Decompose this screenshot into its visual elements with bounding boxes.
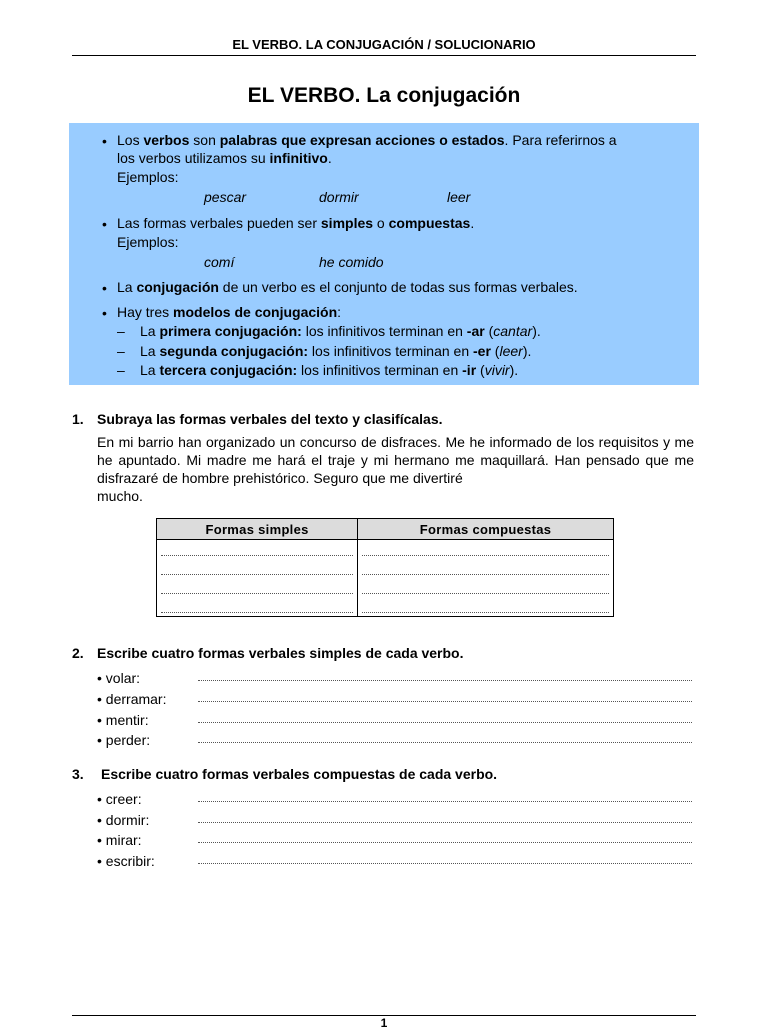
table-row xyxy=(157,559,614,578)
answer-line[interactable] xyxy=(198,701,692,702)
answer-line[interactable] xyxy=(198,822,692,823)
dash-glyph: – xyxy=(117,323,125,339)
conjugation-model-first: La primera conjugación: los infinitivos terminan en -ar (cantar). xyxy=(140,323,541,339)
example-word: dormir xyxy=(319,189,359,205)
page-number: 1 xyxy=(380,1016,388,1030)
dash-glyph: – xyxy=(117,362,125,378)
bullet-glyph: • xyxy=(102,305,107,321)
answer-cell[interactable] xyxy=(157,559,358,578)
conjugation-model-third: La tercera conjugación: los infinitivos terminan en -ir (vivir). xyxy=(140,362,519,378)
verb-item: • dormir: xyxy=(97,812,150,828)
answer-line[interactable] xyxy=(198,680,692,681)
theory-box xyxy=(69,123,699,385)
theory-line-formas: Las formas verbales pueden ser simples o compuestas. xyxy=(117,215,475,231)
page-title: EL VERBO. La conjugación xyxy=(247,84,521,107)
theory-line-verbos: Los verbos son palabras que expresan acciones o estados. Para referirnos a xyxy=(117,132,617,148)
verb-item: • escribir: xyxy=(97,853,155,869)
answer-line[interactable] xyxy=(198,863,692,864)
running-header: EL VERBO. LA CONJUGACIÓN / SOLUCIONARIO xyxy=(232,37,536,52)
table-row xyxy=(157,597,614,617)
theory-line-infinitivo: los verbos utilizamos su infinitivo. xyxy=(117,150,332,166)
header-rule xyxy=(72,55,696,56)
answer-line[interactable] xyxy=(198,801,692,802)
table-row xyxy=(157,540,614,560)
verb-item: • derramar: xyxy=(97,691,167,707)
answer-cell[interactable] xyxy=(157,597,358,617)
theory-line-conjugacion: La conjugación de un verbo es el conjunto de todas sus formas verbales. xyxy=(117,279,578,295)
answer-cell[interactable] xyxy=(157,578,358,597)
answer-cell[interactable] xyxy=(358,540,614,560)
exercise-3-heading: 3. Escribe cuatro formas verbales compuestas de cada verbo. xyxy=(72,766,498,782)
ejemplos-label: Ejemplos: xyxy=(117,169,179,185)
example-word: leer xyxy=(447,189,471,205)
verb-item: • volar: xyxy=(97,670,141,686)
bullet-glyph: • xyxy=(102,216,107,232)
example-word: he comido xyxy=(319,254,384,270)
answer-cell[interactable] xyxy=(358,578,614,597)
example-word: pescar xyxy=(204,189,247,205)
table-header-compound: Formas compuestas xyxy=(358,519,614,540)
verb-item: • creer: xyxy=(97,791,142,807)
bullet-glyph: • xyxy=(102,280,107,296)
theory-line-modelos: Hay tres modelos de conjugación: xyxy=(117,304,342,320)
verb-item: • mirar: xyxy=(97,832,142,848)
verb-item: • perder: xyxy=(97,732,151,748)
table-header-simple: Formas simples xyxy=(157,519,358,540)
exercise-1-text: En mi barrio han organizado un concurso de disfraces. Me he informado de los requisitos y me he apuntado. Mi madre me hará el traje y mi hermano me maquillará. Han pensado que me disfrazaré de hombre prehistórico. Seguro que me divertiré mucho. xyxy=(97,434,694,504)
answer-line[interactable] xyxy=(198,742,692,743)
answer-line[interactable] xyxy=(198,722,692,723)
example-word: comí xyxy=(204,254,235,270)
exercise-1-heading: 1. Subraya las formas verbales del texto y clasifícalas. xyxy=(72,411,443,427)
bullet-glyph: • xyxy=(102,133,107,149)
answer-line[interactable] xyxy=(198,842,692,843)
ejemplos-label: Ejemplos: xyxy=(117,234,179,250)
answer-cell[interactable] xyxy=(358,559,614,578)
dash-glyph: – xyxy=(117,343,125,359)
exercise-2-heading: 2. Escribe cuatro formas verbales simples de cada verbo. xyxy=(72,645,464,661)
answer-cell[interactable] xyxy=(358,597,614,617)
conjugation-model-second: La segunda conjugación: los infinitivos terminan en -er (leer). xyxy=(140,343,532,359)
verb-item: • mentir: xyxy=(97,712,149,728)
answer-cell[interactable] xyxy=(157,540,358,560)
classification-table xyxy=(156,518,614,617)
table-row xyxy=(157,578,614,597)
